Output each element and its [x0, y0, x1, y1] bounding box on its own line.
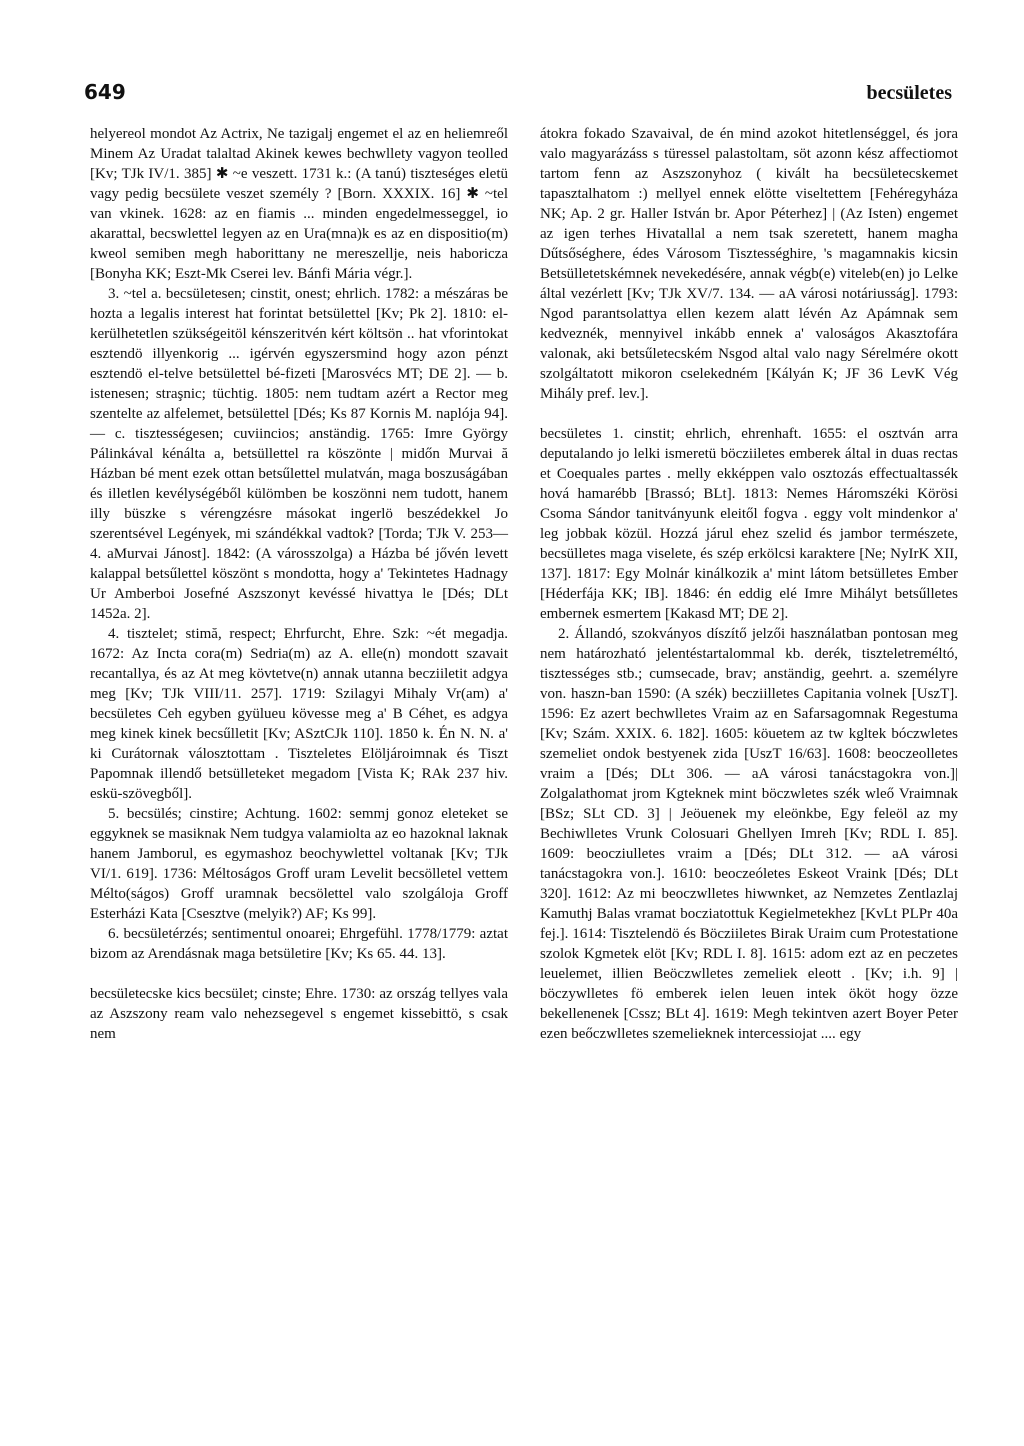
left-column — [90, 124, 508, 1044]
running-head: becsületes — [866, 82, 952, 104]
entry-paragraph: 4. tisztelet; stimă, respect; Ehrfurcht, Ehre. Szk: ~ét megadja. 1672: Az Incta cora(m) Sedria(m) az A. elle(n) mondott szavait recantallya, és az At meg kövtetve(n) annak utanna becziiletit adgya meg [Kv; TJk VIII/11. 257]. 1719: Szilagyi Mihaly Vr(am) a' becsületes Ceh egyben gyülueu kövesse meg a' B Céhet, es adgya meg kinek kinek becsűlletit [Kv; ASztCJk 110]. 1850 k. Én N. N. a' ki Curátornak válosztottam . Tiszteletes Elöljároimnak és Tiszt Papomnak illendő betsülleteket megadom [Vista K; RAk 237 hiv. eskü-szövegből]. — [90, 626, 508, 802]
entry-headword-paragraph: becsületes 1. cinstit; ehrlich, ehrenhaft. 1655: el osztván arra deputalando jo lelki ismeretü böcziiletes emberek által in duas rectas et Coequales partes . melly ekképpen valo osztozás effectualtassék hová hamarébb [Brassó; BLt]. 1813: Nemes Háromszéki Körösi Csoma Sándor tanitványunk eleitől fogva . eggy volt mindenkor a' leg jobbak közül. Hozzá járul ehez szelid és jambor természete, becsülletes maga viselete, és szép erkölcsi karaktere [Ne; NyIrK XII, 137]. 1817: Egy Molnár kinálkozik a' mint látom betsülletes Ember [Héderfája KK; IB]. 1846: én eddig elé Imre Mihályt betsűlletes embernek esmertem [Kakasd MT; DE 2]. — [540, 426, 958, 622]
entry-headword-paragraph: becsületecske kics becsület; cinste; Ehre. 1730: az ország tellyes vala az Aszszony ream valo nehezsegevel s engemet kissebittö, s csak nem — [90, 986, 508, 1042]
entry-paragraph: 2. Állandó, szokványos díszítő jelzői használatban pontosan meg nem határozható jelentéstartalommal kb. derék, tiszteletreméltó, tisztességes stb.; cumsecade, brav; anständig, geehrt. a. személyre von. haszn-ban 1590: (A szék) becziilletes Capitania volnek [UszT]. 1596: Ez azert bechwlletes Vraim az en Safarsagomnak Regestuma [Kv; Szám. XXIX. 6. 182]. 1605: köuetem az tw kgltek bóczwletes szemeliet ondok bestyenek zida [UszT 16/63]. 1608: beoczeolletes vraim a [Dés; DLt 306. — aA városi tanácstagokra von.]| Zolgalathomat jrom Kgteknek mint böczwletes szék wleő Vraimnak [BSz; SLt CD. 3] | Jeöuenek my eleönkbe, Egy feleöl az my Bechiwlletes Vrunk Colosuari Ghellyen Imreh [Kv; RDL I. 85]. 1609: beocziulletes vraim a [Dés; DLt 312. — aA városi tanácstagokra von.]. 1610: beoczeóletes Eskeot Vraink [Dés; DLt 320]. 1612: Az mi beoczwlletes hiwwnket, az Nemzetes Zentlazlaj Kamuthj Balas vramat bocziatottuk Kegielmetekhez [KvLt PLPr 40a fej.]. 1614: Tisztelendö és Böcziiletes Birak Uraim cum Protestatione szolok Kgmetek elöt [Kv; RDL I. 8]. 1615: adom ezt az en peczetes leuelemet, illien Beöczwlletes zemeliek eleott . [Kv; i.h. 9] | böczywlletes fö emberek ielen leuen intek ököt hogy özze bekellenenek [Cssz; BLt 4]. 1619: Megh tekintven azert Boyer Peter ezen beőczwlletes szemelieknek intercessiojat .... egy — [540, 626, 958, 1042]
right-column — [540, 124, 958, 1044]
entry-paragraph: helyereol mondot Az Actrix, Ne tazigalj engemet el az en heliemreől Minem Az Uradat talaltad Akinek kewes bechwllety vagyon teolled [Kv; TJk IV/1. 385] ✱ ~e veszett. 1731 k.: (A tanú) tiszteséges eletü vagy pedig becsülete veszet személy ? [Born. XXXIX. 16] ✱ ~tel van vkinek. 1628: az en fiamis ... minden engedelmesseggel, io akarattal, becswlettel legyen az en Ura(mna)k es az en dispositio(m) kweol semiben megh haborittany ne mereszellje, neis haboricza [Bonyha KK; Eszt-Mk Cserei lev. Bánfi Mária végr.]. — [90, 126, 508, 282]
entry-paragraph: 6. becsületérzés; sentimentul onoarei; Ehrgefühl. 1778/1779: aztat bizom az Arendásnak maga betsületire [Kv; Ks 65. 44. 13]. — [90, 926, 508, 962]
entry-paragraph: átokra fokado Szavaival, de én mind azokot hitetlenséggel, és jora valo magyarázáss s türessel palastoltam, söt azonn kész affectiomot tartom fenn az Aszszonyhoz ( kivált ha becsületecskemet tapasztalhatom :) mellyel ennek elötte viseltettem [Fehéregyháza NK; Ap. 2 gr. Haller István br. Apor Péterhez] | (Az Isten) engemet az igen terhes Hivatallal a nem tsak szeretett, hanem magha Dűtsőséghere, édes Városom Tisztességhire, 's magamnakis kicsin Betsülletetskémnek nevekedésére, annak végb(e) viteleb(en) jo Lelke által vezérlett [Kv; TJk XV/7. 134. — aA városi notáriusság]. 1793: Ngod parantsolattya ellen kezem alatt lévén Az Apámnak sem kedveznék, mennyivel inkább ennek a' valoságos Akasztofára valonak, aki betsűletecském Nsgod altal valo nagy Sérelmére okott szolgáltatott mikoron cselekedném [Kályán K; JF 36 LevK Vég Mihály pref. lev.]. — [540, 126, 958, 402]
page-number: 649 — [84, 80, 126, 104]
entry-paragraph: 3. ~tel a. becsületesen; cinstit, onest; ehrlich. 1782: a mészáras be hozta a legalis interest hat forintat betsülettel [Kv; Pk 2]. 1810: el-kerülhetetlen szükségeitöl kénszeritvén kért költsön .. hat vforintokat esztendö illyenkorig ... igérvén egyszersmind hogy azon pénzt esztendö el-telve betsülettel bé-fizeti [Marosvécs MT; DE 2]. — b. istenesen; straşnic; tüchtig. 1805: nem tudtam azért a Rector meg szentelte az alfelemet, betsülettel [Dés; Ks 87 Kornis M. naplója 94]. — c. tisztességesen; cuviincios; anständig. 1765: Imre György Pálinkával kénálta a, betsüllettel ra köszönte | midőn Murvai ă Házban bé ment ezek ottan betsűlettel mulatván, maga boszuságában és illetlen kevélységéből külömben be koszönni nem tudott, hanem illy büszke s vérengzésre másokat ingerlö beszédekkel Jo szerentsével Legények, mi szándékkal vadtok? [Torda; TJk V. 253—4. aMurvai Jánost]. 1842: (A városszolga) a Házba bé jővén levett kalappal betsűlettel köszönt s mondotta, hogy a' Tekintetes Hadnagy Ur Amberboi Josefné Aszszonyt kevéssé hivattya le [Dés; DLt 1452a. 2]. — [90, 286, 508, 622]
entry-paragraph: 5. becsülés; cinstire; Achtung. 1602: semmj gonoz eleteket se eggyknek se masiknak Nem tudgya valamiolta az eo hazoknal laknak hanem Jamborul, es egymashoz beochywlettel voltanak [Kv; TJk VI/1. 619]. 1736: Méltoságos Groff uram Levelit becsölletel vettem Mélto(ságos) Groff uramnak becsölettel valo szolgáloja Groff Esterházi Kata [Csesztve (melyik?) AF; Ks 99]. — [90, 806, 508, 922]
